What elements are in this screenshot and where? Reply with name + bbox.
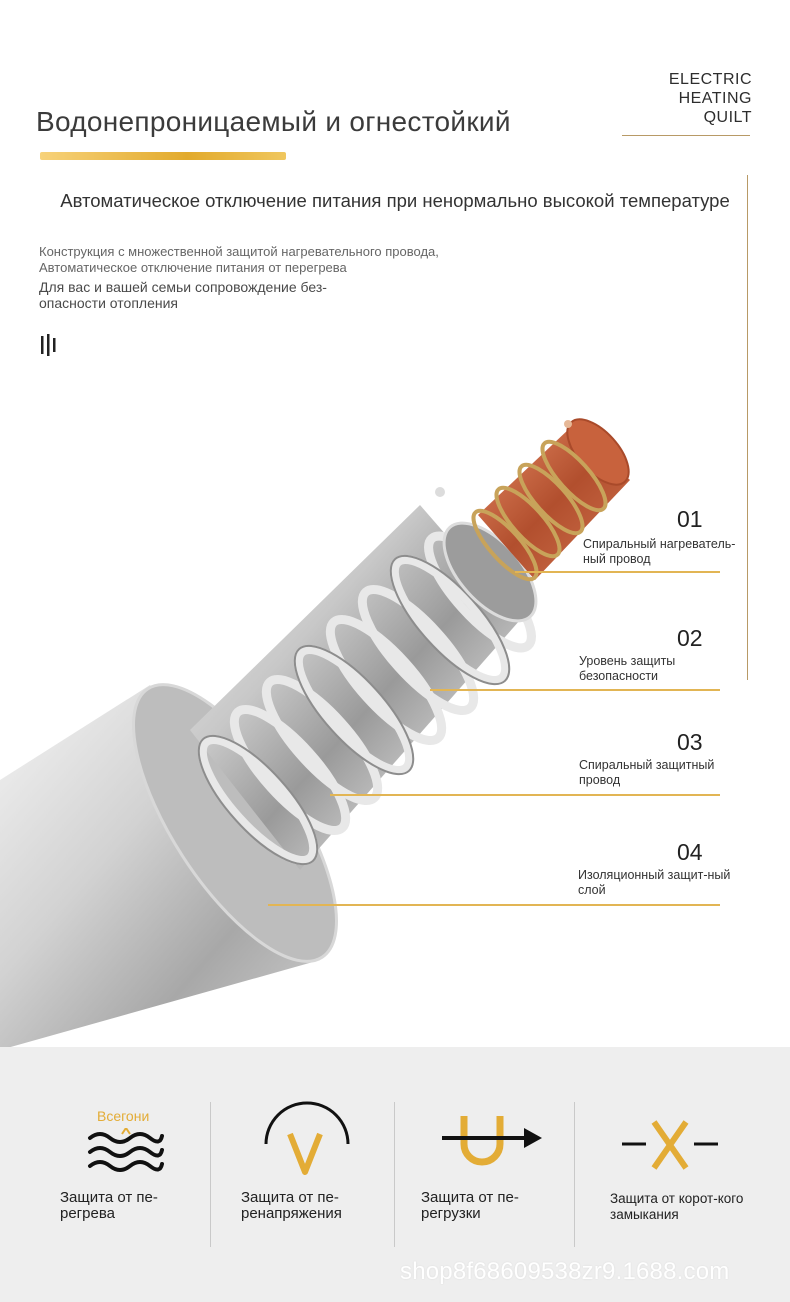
subtitle: Автоматическое отключение питания при ненормально высокой температуре (60, 190, 730, 211)
layer-number-01: 01 (677, 506, 703, 532)
bars-icon (40, 334, 60, 356)
brand-line-3: QUILT (703, 109, 752, 126)
layer-number-02: 02 (677, 625, 703, 651)
brand-line-2: HEATING (678, 90, 752, 107)
feature-divider (574, 1102, 575, 1247)
layer-label-03: Спиральный защитный провод (579, 758, 715, 787)
feature-label-overvoltage: Защита от пе-ренапряжения (241, 1189, 342, 1222)
layer-pointer-04 (268, 904, 720, 906)
feature-top-text: Всегони (97, 1108, 150, 1124)
layer-number-04: 04 (677, 839, 703, 865)
layer-label-04: Изоляционный защит-ный слой (578, 868, 731, 897)
feature-label-short-circuit: Защита от корот-кого замыкания (610, 1191, 744, 1222)
description-text: Конструкция с множественной защитой нагревательного провода, Автоматическое отключение питания от перегрева (39, 244, 439, 275)
heat-waves-icon (86, 1128, 166, 1178)
brand-line-1: ELECTRIC (668, 71, 752, 88)
layer-pointer-01 (515, 571, 720, 573)
voltage-v-icon (262, 1100, 352, 1180)
watermark: shop8f68609538zr9.1688.com (400, 1258, 730, 1285)
layer-number-03: 03 (677, 729, 703, 755)
layer-label-02: Уровень защиты безопасности (579, 654, 676, 683)
layer-label-01: Спиральный нагреватель-ный провод (583, 537, 736, 566)
heating-cable-illustration (0, 400, 640, 1050)
feature-divider (210, 1102, 211, 1247)
brand-label (669, 70, 752, 127)
layer-pointer-03 (330, 794, 720, 796)
feature-divider (394, 1102, 395, 1247)
overload-u-arrow-icon (440, 1112, 545, 1170)
layer-pointer-02 (430, 689, 720, 691)
feature-label-overheat: Защита от пе-регрева (60, 1189, 158, 1222)
feature-label-overload: Защита от пе-регрузки (421, 1189, 519, 1222)
vertical-divider (747, 175, 748, 680)
page-title: Водонепроницаемый и огнестойкий (36, 106, 511, 137)
family-safety-text: Для вас и вашей семьи сопровождение без-опасности отопления (39, 279, 327, 311)
title-underline (40, 152, 286, 160)
short-circuit-x-icon (620, 1118, 720, 1174)
brand-divider (622, 135, 750, 136)
